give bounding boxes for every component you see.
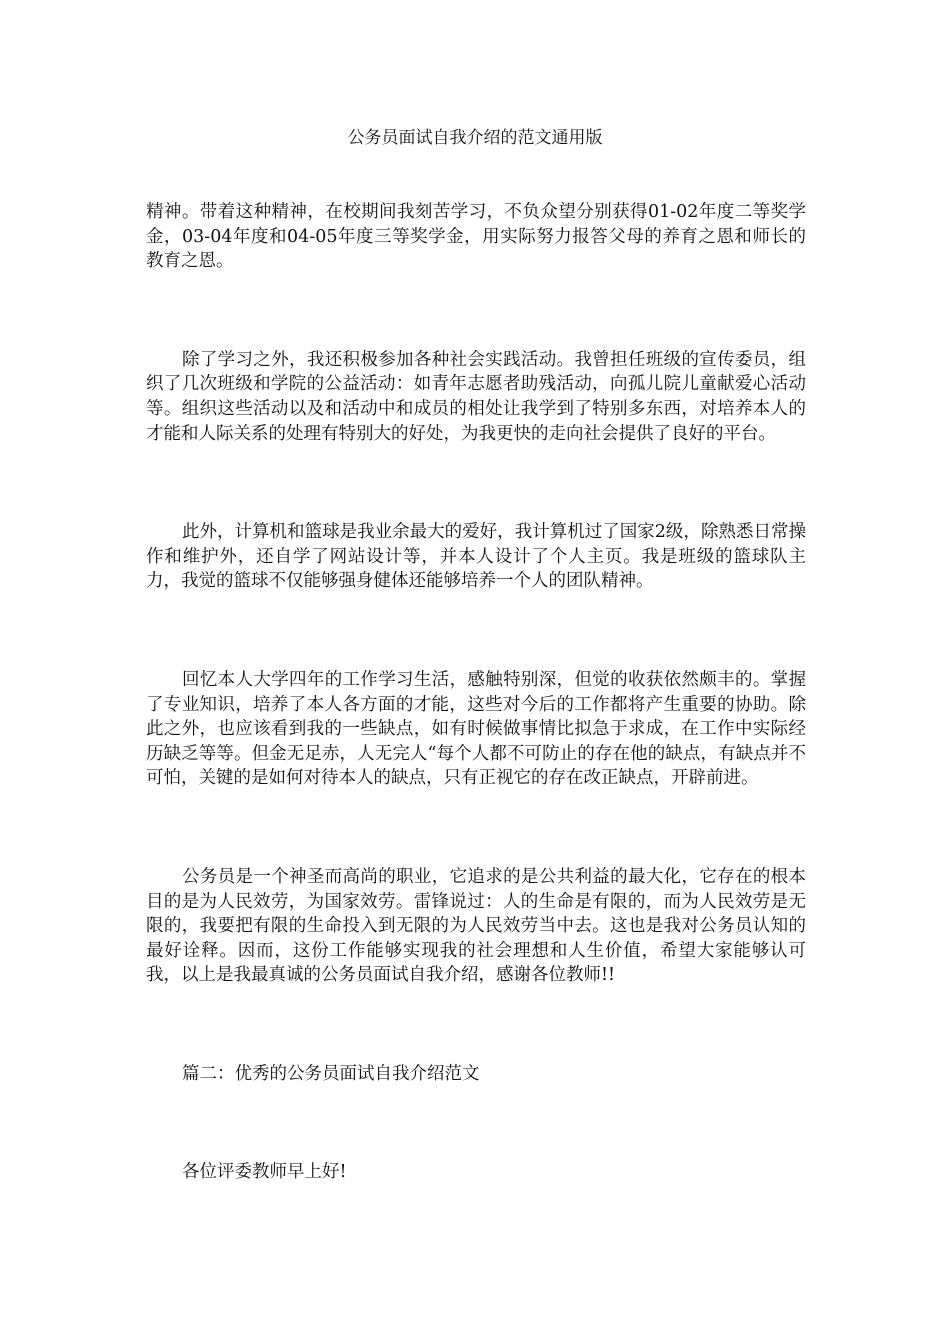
paragraph-scholarship: 精神。带着这种精神，在校期间我刻苦学习，不负众望分别获得01-02年度二等奖学金，03-04年度和04-05年度三等奖学金，用实际努力报答父母的养育之恩和师长的教育之恩。 <box>146 202 806 272</box>
section-heading-part-two: 篇二：优秀的公务员面试自我介绍范文 <box>182 1063 480 1084</box>
paragraph-civil-servant: 公务员是一个神圣而高尚的职业，它追求的是公共利益的最大化，它存在的根本目的是为人民效劳，为国家效劳。雷锋说过：人的生命是有限的，而为人民效劳是无限的，我要把有限的生命投入到无限的为人民效劳当中去。这也是我对公务员认知的最好诠释。因而，这份工作能够实现我的社会理想和人生价值，希望大家能够认可我，以上是我最真诚的公务员面试自我介绍，感谢各位教师!! <box>146 866 806 986</box>
paragraph-gap <box>146 988 806 1062</box>
paragraph-gap <box>146 446 806 520</box>
paragraph-gap <box>146 1086 806 1160</box>
paragraph-gap <box>146 791 806 865</box>
paragraph-university-review: 回忆本人大学四年的工作学习生活，感触特别深，但觉的收获依然颇丰的。掌握了专业知识，培养了本人各方面的才能，这些对今后的工作都将产生重要的协助。除此之外，也应该看到我的一些缺点，如有时候做事情比拟急于求成，在工作中实际经历缺乏等等。但金无足赤，人无完人“每个人都不可防止的存在他的缺点，有缺点并不可怕，关键的是如何对待本人的缺点，只有正视它的存在改正缺点，开辟前进。 <box>146 669 806 789</box>
paragraph-greeting: 各位评委教师早上好! <box>182 1162 347 1183</box>
document-body <box>146 200 806 1185</box>
document-title: 公务员面试自我介绍的范文通用版 <box>347 128 603 148</box>
paragraph-gap <box>146 274 806 348</box>
paragraph-social-practice: 除了学习之外，我还积极参加各种社会实践活动。我曾担任班级的宣传委员，组织了几次班级和学院的公益活动：如青年志愿者助残活动，向孤儿院儿童献爱心活动等。组织这些活动以及和活动中和成员的相处让我学到了特别多东西，对培养本人的才能和人际关系的处理有特别大的好处，为我更快的走向社会提供了良好的平台。 <box>146 349 806 444</box>
paragraph-hobbies: 此外，计算机和篮球是我业余最大的爱好，我计算机过了国家2级，除熟悉日常操作和维护外，还自学了网站设计等，并本人设计了个人主页。我是班级的篮球队主力，我觉的篮球不仅能够强身健体还能够培养一个人的团队精神。 <box>146 522 806 592</box>
paragraph-gap <box>146 594 806 668</box>
